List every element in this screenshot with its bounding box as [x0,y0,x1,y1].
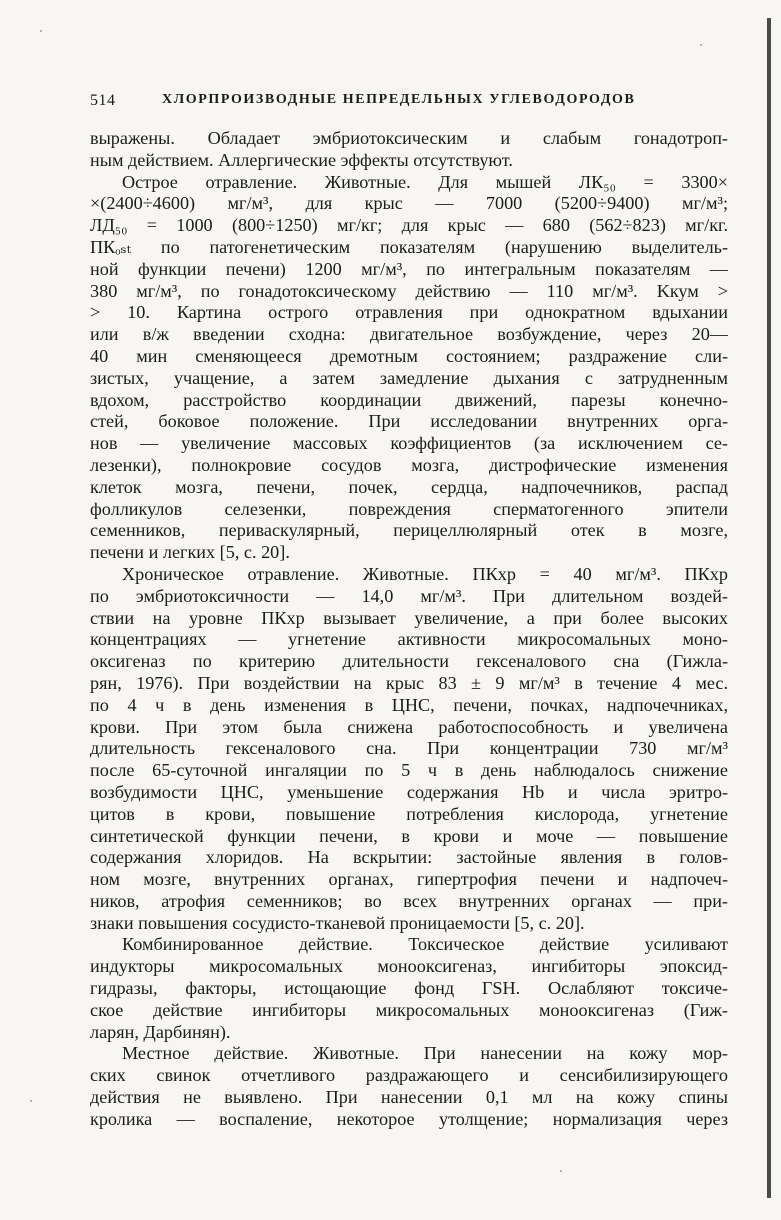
text-line: по эмбриотоксичности — 14,0 мг/м³. При длительном воздей- [90,585,728,606]
text-line: рян, 1976). При воздействии на крыс 83 ± 9 мг/м³ в течение 4 мес. [90,672,728,693]
page-edge-shadow [767,18,771,1198]
text-line: семенников, периваскулярный, перицеллюлярный отек в мозге, [90,520,728,541]
text-line: синтетической функции печени, в крови и моче — повышение [90,825,728,846]
text-line: гидразы, факторы, истощающие фонд ГSH. Ослабляют токсиче- [90,978,728,999]
text-line: Острое отравление. Животные. Для мышей ЛК₅₀ = 3300× [122,171,728,192]
text-line: > 10. Картина острого отравления при однократном вдыхании [90,302,728,323]
text-line: 380 мг/м³, по гонадотоксическому действию — 110 мг/м³. Kкум > [90,280,728,301]
text-line: ников, атрофия семенников; во всех внутренних органах — при- [90,890,728,911]
text-line: ×(2400÷4600) мг/м³, для крыс — 7000 (5200÷9400) мг/м³; [90,193,728,214]
text-line: зистых, учащение, а затем замедление дыхания с затрудненным [90,367,728,388]
text-line: концентрациях — угнетение активности микросомальных моно- [90,629,728,650]
text-line: действия не выявлено. При нанесении 0,1 мл на кожу спины [90,1087,728,1108]
text-line: стей, боковое положение. При исследовании внутренних орга- [90,411,728,432]
text-line: Комбинированное действие. Токсическое действие усиливают [122,934,728,955]
text-line: Местное действие. Животные. При нанесении на кожу мор- [122,1043,728,1064]
scan-speck [560,1170,562,1172]
scan-speck [40,30,42,32]
scan-speck [700,44,702,46]
text-line: после 65-суточной ингаляции по 5 ч в день наблюдалось снижение [90,760,728,781]
page-header [90,92,730,114]
text-line: длительность гексеналового сна. При концентрации 730 мг/м³ [90,738,728,759]
text-line: кролика — воспаление, некоторое утолщение; нормализация через [90,1108,728,1129]
text-line: ских свинок отчетливого раздражающего и сенсибилизирующего [90,1065,728,1086]
text-line: знаки повышения сосудисто-тканевой проницаемости [5, с. 20]. [90,912,585,933]
text-line: индукторы микросомальных монооксигеназ, ингибиторы эпоксид- [90,956,728,977]
text-line: крови. При этом была снижена работоспособность и увеличена [90,716,728,737]
text-line: выражены. Обладает эмбриотоксическим и слабым гонадотроп- [90,128,728,148]
text-line: печени и легких [5, с. 20]. [90,542,290,563]
text-line: фолликулов селезенки, повреждения сперматогенного эпители [90,498,728,519]
running-title: ХЛОРПРОИЗВОДНЫЕ НЕПРЕДЕЛЬНЫХ УГЛЕВОДОРОДОВ [162,92,636,107]
text-line: ной функции печени) 1200 мг/м³, по интегральным показателям — [90,258,728,279]
text-line: возбудимости ЦНС, уменьшение содержания Hb и числа эритро- [90,781,728,802]
text-line: ПКₒₛₜ по патогенетическим показателям (нарушению выделитель- [90,236,728,257]
text-line: нов — увеличение массовых коэффициентов (за исключением се- [90,433,728,454]
text-line: ское действие ингибиторы микросомальных монооксигеназ (Гиж- [90,999,728,1020]
text-line: клеток мозга, печени, почек, сердца, надпочечников, распад [90,476,728,497]
text-line: ным действием. Аллергические эффекты отсутствуют. [90,149,513,170]
scan-speck [30,1100,32,1102]
body-text [90,128,728,1131]
text-line: цитов в крови, повышение потребления кислорода, угнетение [90,803,728,824]
text-line: Хроническое отравление. Животные. ПКхр = 40 мг/м³. ПКхр [122,563,728,584]
text-line: по 4 ч в день изменения в ЦНС, печени, почках, надпочечниках, [90,694,728,715]
text-line: лезенки), полнокровие сосудов мозга, дистрофические изменения [90,454,728,475]
page-number: 514 [90,92,116,109]
text-line: содержания хлоридов. На вскрытии: застойные явления в голов- [90,847,728,868]
text-line: оксигеназ по критерию длительности гексеналового сна (Гижла- [90,651,728,672]
text-line: или в/ж введении сходна: двигательное возбуждение, через 20— [90,324,728,345]
text-line: ЛД₅₀ = 1000 (800÷1250) мг/кг; для крыс — 680 (562÷823) мг/кг. [90,215,728,236]
text-line: вдохом, расстройство координации движений, парезы конечно- [90,389,728,410]
text-line: 40 мин сменяющееся дремотным состоянием; раздражение сли- [90,345,728,366]
text-line: ларян, Дарбинян). [90,1021,231,1042]
text-line: ствии на уровне ПКхр вызывает увеличение, а при более высоких [90,607,728,628]
text-line: ном мозге, внутренних органах, гипертрофия печени и надпочеч- [90,869,728,890]
